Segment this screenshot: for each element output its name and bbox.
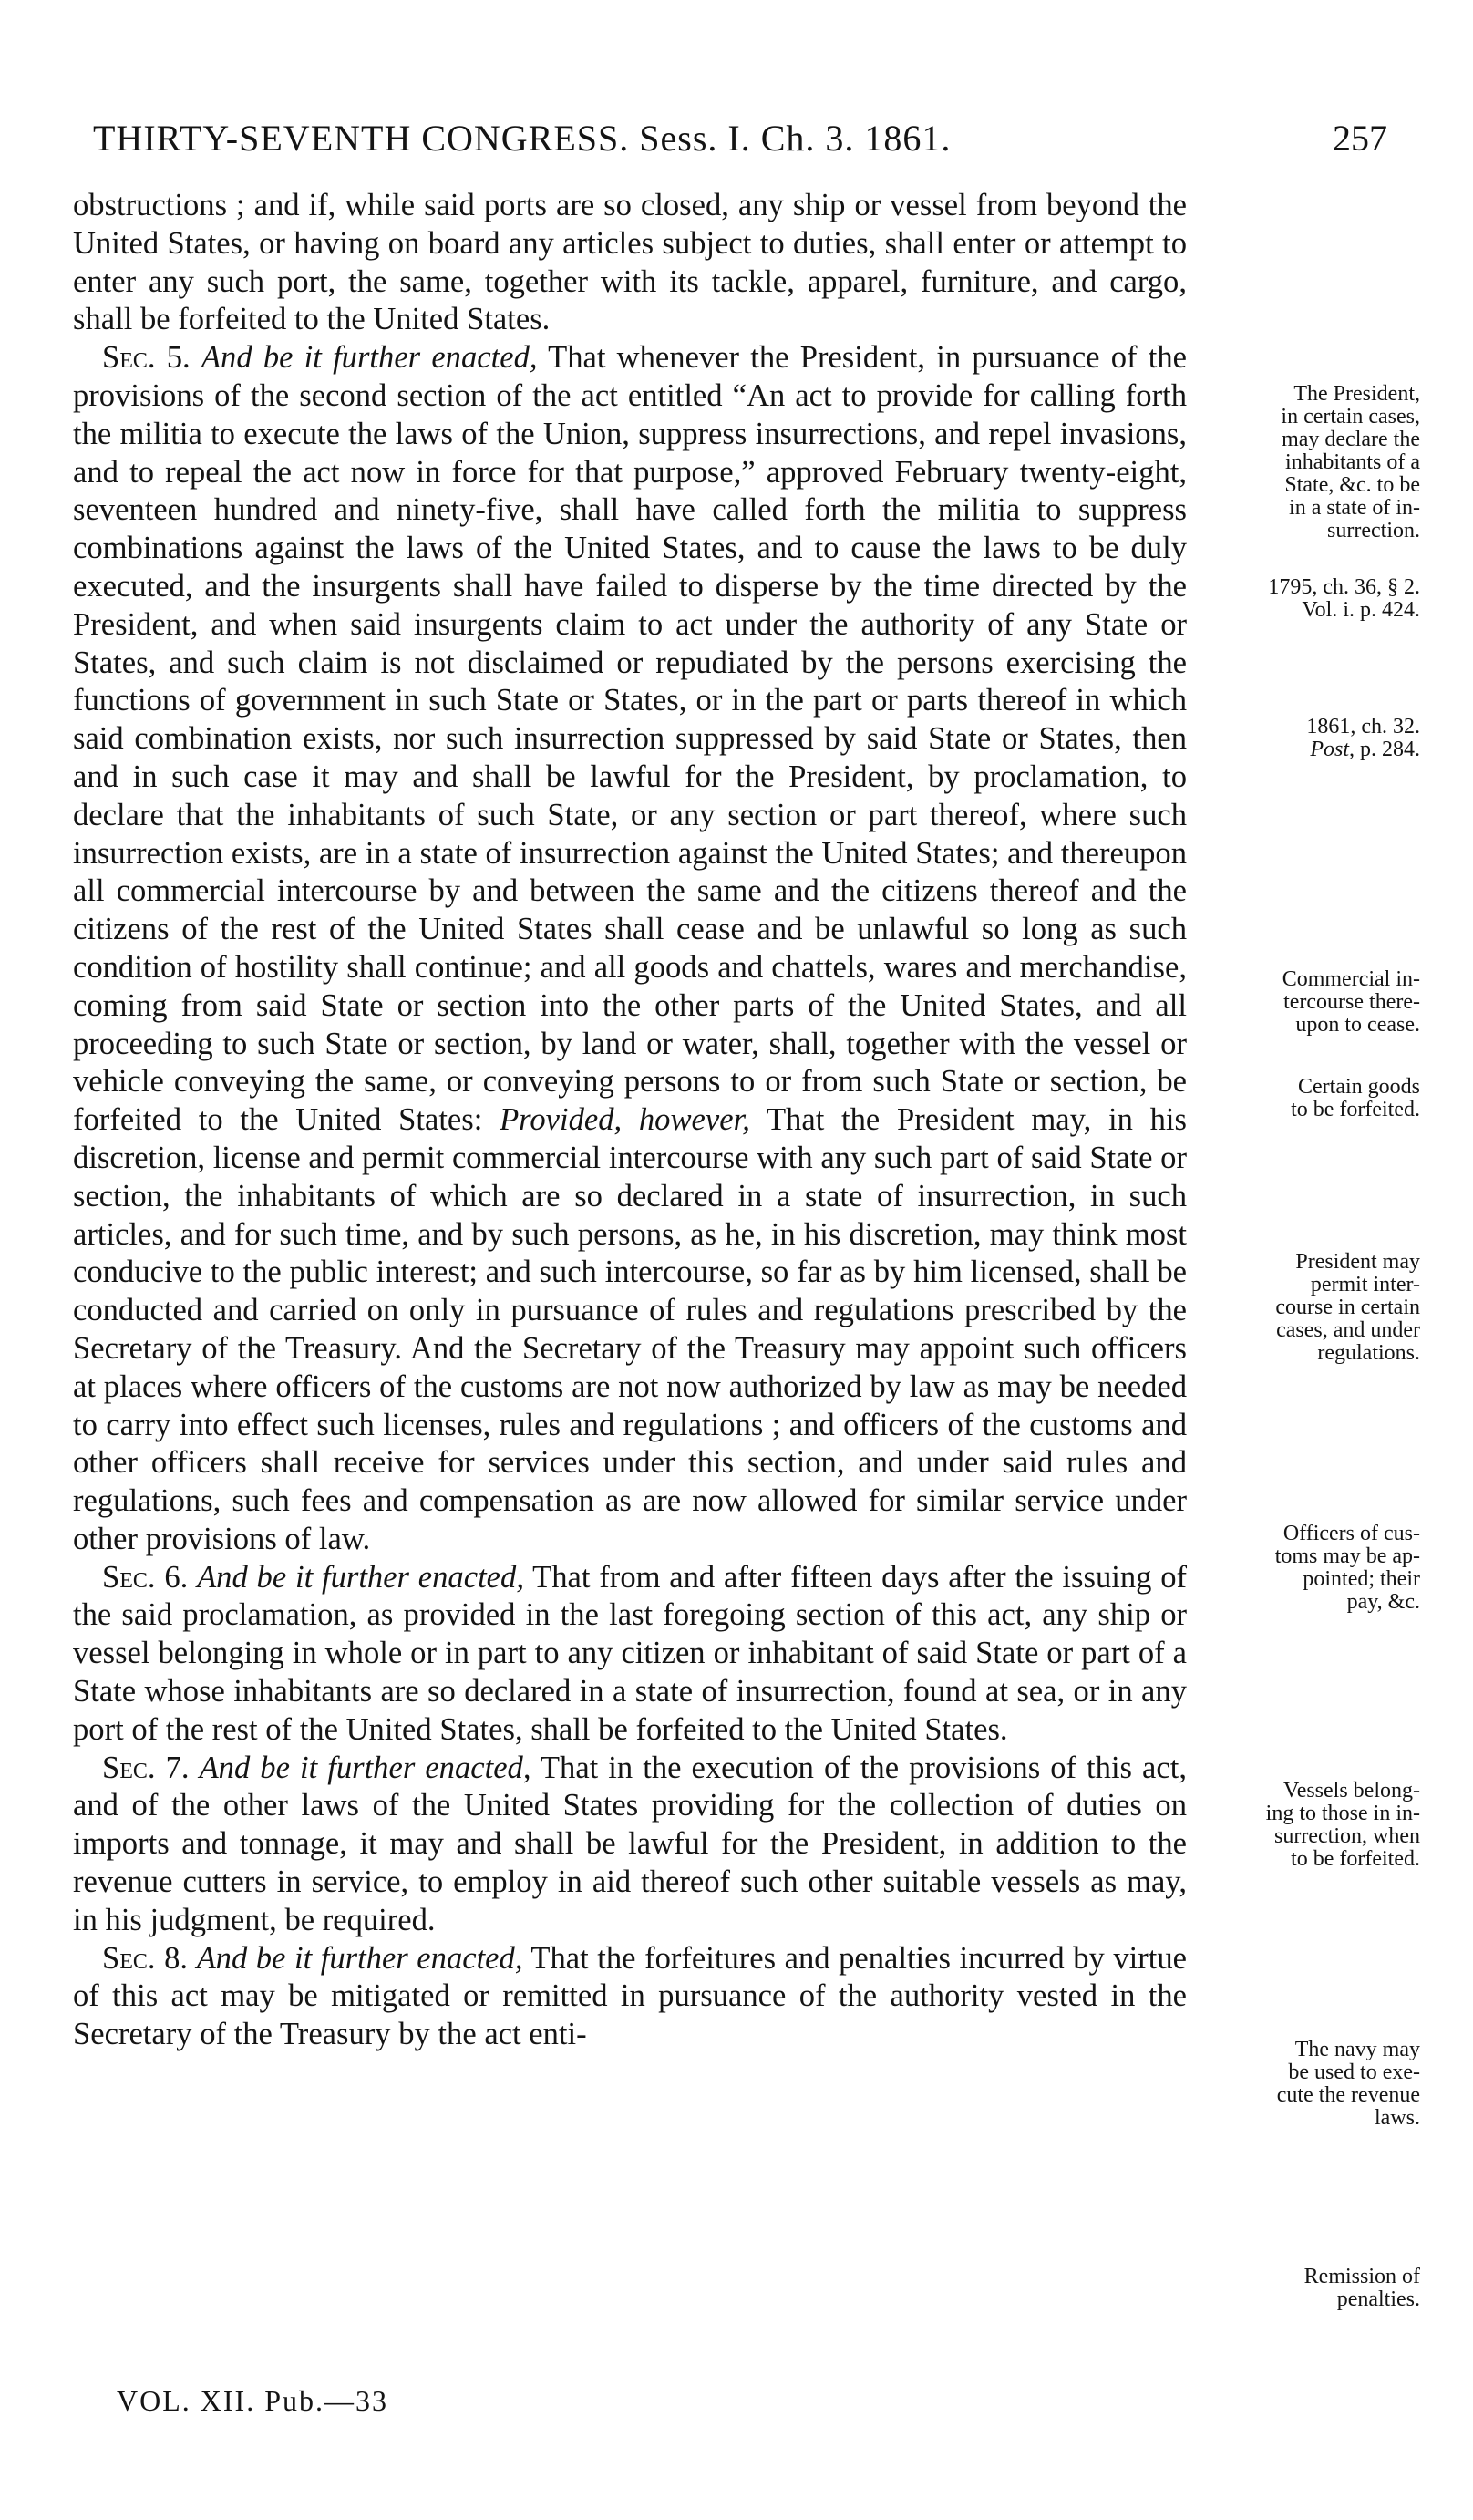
note-line: Officers of cus- <box>1282 1522 1420 1545</box>
note-post: Post, <box>1310 738 1355 761</box>
note-line: penalties. <box>1336 2288 1420 2311</box>
note-line: 1861, ch. 32. <box>1306 715 1420 738</box>
section-5-text-a: That whenever the President, in pursuance of the provisions of the second section of the act entitled “An act to provide for calling forth the militia to execute the laws of the Union, suppress insurrections, and repel invasions, and to repeal the act now in force for that purpose,” approved February twenty-eight, seventeen hundred and ninety-five, shall have called forth the militia to suppress combinations against the laws of the United States, and to cause the laws to be duly executed, and the insurgents shall have failed to disperse by the time directed by the President, and when said insurgents claim to act under the authority of any State or States, and such claim is not disclaimed or repudiated by the persons exercising the functions of government in such State or States, or in the part or parts thereof in which said combination exists, nor such insurrection suppressed by said State or States, then and in such case it may and shall be lawful for the President, by proclamation, to declare that the inhabitants of such State, or any section or part thereof, where such insurrection exists, are in a state of insurrection against the United States; and thereupon all commercial intercourse by and between the same and the citizens thereof and the citizens of the rest of the United States shall cease and be unlawful so long as such condition of hostility shall continue; and all goods and chattels, wares and merchandise, coming from said State or section into the other parts of the United States, and all proceeding to such State or section, by land or water, shall, together with the vessel or vehicle conveying the same, or conveying persons to or from such State or section, be forfeited to the United States: <box>73 340 1187 1138</box>
section-5-mark: Sec. 5. <box>102 340 191 376</box>
section-8 <box>73 1940 1187 2054</box>
section-5-text-b: That the President may, in his discretion, license and permit commercial intercourse with any such part of said State or section, the inhabitants of which are so declared in a state of insurrection, in such articles, and for such time, and by such persons, as he, in his discretion, may think most conducive to the public interest; and such intercourse, so far as by him licensed, shall be conducted and carried on only in pursuance of rules and regulations prescribed by the Secretary of the Treasury. And the Secretary of the Treasury may appoint such officers at places where officers of the customs are not now authorized by law as may be needed to carry into effect such licenses, rules and regulations ; and officers of the customs and other officers shall receive for services under this section, and under said rules and regulations, such fees and compensation as are now allowed for similar service under other provisions of law. <box>73 1102 1187 1556</box>
note-line: cases, and under <box>1276 1318 1420 1342</box>
note-line: President may <box>1295 1250 1420 1274</box>
section-7-mark: Sec. 7. <box>102 1750 190 1785</box>
section-7 <box>73 1750 1187 1940</box>
section-7-enacting-clause: And be it further enacted, <box>199 1750 531 1785</box>
section-5-enacting-clause: And be it further enacted, <box>201 340 538 376</box>
section-6 <box>73 1559 1187 1750</box>
note-line: regulations. <box>1317 1341 1420 1365</box>
section-5-proviso: Provided, however, <box>500 1102 750 1138</box>
note-line: ing to those in in- <box>1265 1802 1420 1825</box>
page-header <box>93 117 1387 171</box>
margin-note-navy-revenue <box>1187 2039 1420 2130</box>
section-8-enacting-clause: And be it further enacted, <box>196 1940 523 1976</box>
note-line: Vol. i. p. 424. <box>1302 598 1420 622</box>
note-line: to be forfeited. <box>1291 1847 1420 1871</box>
continuation-paragraph: obstructions ; and if, while said ports are so closed, any ship or vessel from beyond the United States, or having on board any articles subject to duties, shall enter or attempt to enter any such port, the same, together with its tackle, apparel, furniture, and cargo, shall be forfeited to the United States. <box>73 188 1187 337</box>
note-line: Certain goods <box>1298 1075 1420 1099</box>
note-line: permit inter- <box>1310 1273 1420 1296</box>
note-line: surrection. <box>1327 519 1420 542</box>
margin-note-vessels-forfeited <box>1187 1780 1420 1871</box>
note-line <box>1187 738 1420 761</box>
section-8-mark: Sec. 8. <box>102 1940 189 1976</box>
margin-note-commercial-intercourse <box>1187 968 1420 1037</box>
margin-note-officers-customs <box>1187 1523 1420 1614</box>
section-6-mark: Sec. 6. <box>102 1559 189 1595</box>
page-number: 257 <box>1333 118 1387 159</box>
note-line: The navy may <box>1294 2038 1420 2061</box>
margin-note-president-permit <box>1187 1251 1420 1365</box>
note-line: upon to cease. <box>1295 1013 1420 1037</box>
note-line: toms may be ap- <box>1274 1544 1420 1568</box>
note-line: cute the revenue <box>1276 2083 1420 2107</box>
note-line: inhabitants of a <box>1285 450 1420 474</box>
note-line: pointed; their <box>1303 1567 1420 1591</box>
note-line: in a state of in- <box>1289 496 1420 520</box>
note-line: be used to exe- <box>1288 2060 1420 2084</box>
section-8-text: That the forfeitures and penalties incurred by virtue of this act may be mitigated or remitted in pursuance of the authority vested in the Secretary of the Treasury by the act enti- <box>73 1940 1187 2052</box>
statute-text <box>73 187 1187 2054</box>
running-head: THIRTY-SEVENTH CONGRESS. Sess. I. Ch. 3. 1861. <box>93 118 952 159</box>
section-7-text: That in the execution of the provisions of this act, and of the other laws of the United States providing for the collection of duties on imports and tonnage, it may and shall be lawful for the President, in addition to the revenue cutters in service, to employ in aid thereof such other suitable vessels as may, in his judgment, be required. <box>73 1750 1188 1937</box>
note-line: tercourse there- <box>1283 990 1420 1014</box>
note-page-ref: p. 284. <box>1360 738 1420 761</box>
margin-note-statute-1861 <box>1187 716 1420 761</box>
note-line: laws. <box>1375 2106 1420 2130</box>
note-line: The President, <box>1293 382 1420 406</box>
note-line: may declare the <box>1282 428 1420 451</box>
note-line: Commercial in- <box>1282 967 1420 991</box>
note-line: Vessels belong- <box>1283 1779 1420 1802</box>
note-line: surrection, when <box>1274 1824 1420 1848</box>
note-line: pay, &c. <box>1346 1590 1420 1614</box>
note-line: Remission of <box>1303 2265 1420 2288</box>
section-5 <box>73 339 1187 1559</box>
margin-note-president-may-declare <box>1187 383 1420 542</box>
note-line: to be forfeited. <box>1291 1098 1420 1121</box>
section-6-text: That from and after fifteen days after the issuing of the said proclamation, as provided in the last foregoing section of this act, any ship or vessel belonging in whole or in part to any citizen or inhabitant of said State or part of a State whose inhabitants are so declared in a state of insurrection, found at sea, or in any port of the rest of the United States, shall be forfeited to the United States. <box>73 1559 1188 1747</box>
note-line: in certain cases, <box>1281 405 1420 429</box>
note-line: course in certain <box>1275 1296 1420 1319</box>
note-line: State, &c. to be <box>1284 473 1420 497</box>
margin-note-goods-forfeited <box>1187 1076 1420 1121</box>
section-6-enacting-clause: And be it further enacted, <box>197 1559 524 1595</box>
note-line: 1795, ch. 36, § 2. <box>1268 575 1420 599</box>
margin-note-statute-1795 <box>1187 576 1420 622</box>
signature-mark: VOL. XII. Pub.—33 <box>117 2384 388 2417</box>
margin-note-remission <box>1187 2266 1420 2311</box>
